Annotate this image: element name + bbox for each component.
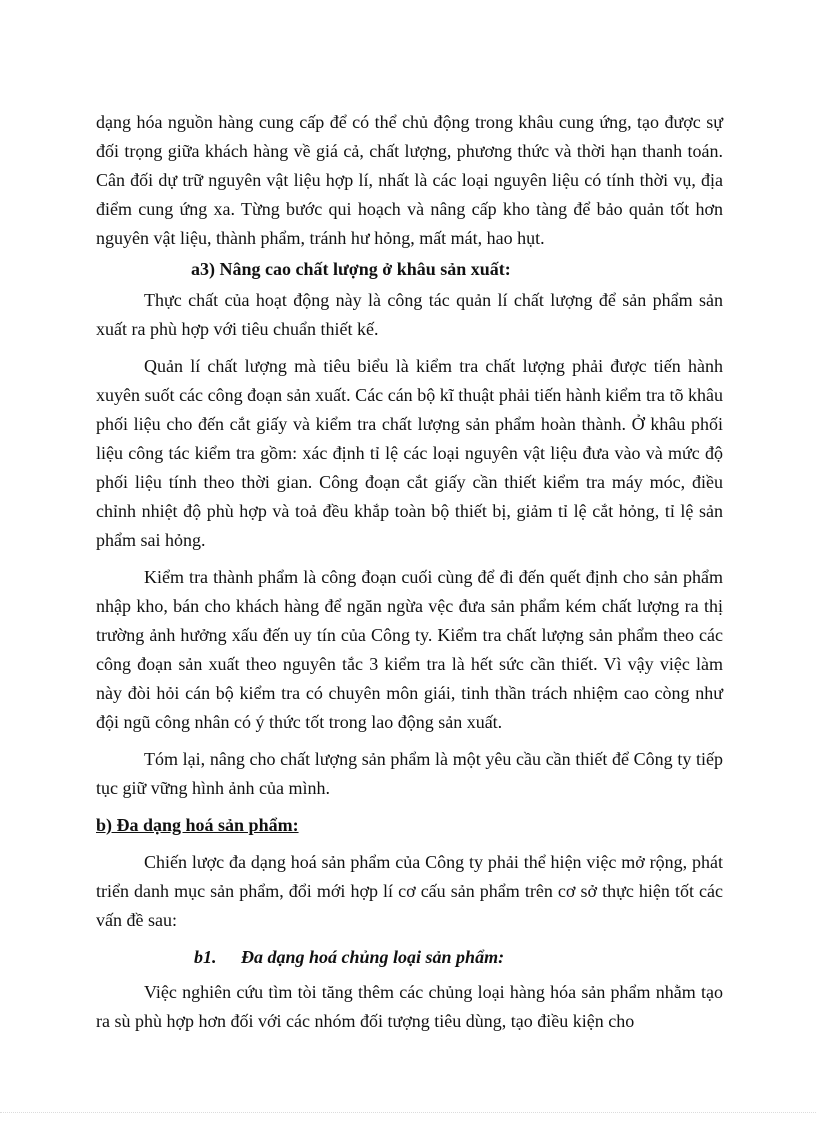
page-bottom-divider bbox=[0, 1112, 816, 1113]
paragraph-product-inspection: Kiểm tra thành phẩm là công đoạn cuối cùng để đi đến quết định cho sản phẩm nhập kho, bán cho khách hàng để ngăn ngừa vệc đưa sản phẩm kém chất lượng ra thị trường ảnh hưởng xấu đến uy tín của Công ty. Kiểm tra chất lượng sản phẩm theo các công đoạn sản xuất theo nguyên tắc 3 kiểm tra là hết sức cần thiết. Vì vậy việc làm này đòi hỏi cán bộ kiểm tra có chuyên môn giái, tinh thần trách nhiệm cao còng như đội ngũ công nhân có ý thức tốt trong lao động sản xuất. bbox=[96, 567, 723, 732]
paragraph-summary: Tóm lại, nâng cho chất lượng sản phẩm là một yêu cầu cần thiết để Công ty tiếp tục giữ vững hình ảnh của mình. bbox=[96, 749, 723, 798]
document-page bbox=[96, 108, 723, 1036]
section-heading-b1 bbox=[194, 943, 723, 972]
section-heading-a3: a3) Nâng cao chất lượng ở khâu sản xuất: bbox=[191, 259, 511, 279]
heading-b1-number: b1. bbox=[194, 947, 217, 967]
paragraph-quality-management: Quản lí chất lượng mà tiêu biểu là kiểm tra chất lượng phải được tiến hành xuyên suốt các công đoạn sản xuất. Các cán bộ kĩ thuật phải tiến hành kiểm tra tõ khâu phối liệu cho đến cắt giấy và kiểm tra chất lượng sản phẩm hoàn thành. Ở khâu phối liệu công tác kiểm tra gồm: xác định tỉ lệ các loại nguyên vật liệu đưa vào và mức độ phối liệu tính theo thời gian. Công đoạn cắt giấy cần thiết kiểm tra máy móc, điều chỉnh nhiệt độ phù hợp và toả đều khắp toàn bộ thiết bị, giảm tỉ lệ cắt hỏng, tỉ lệ sản phẩm sai hỏng. bbox=[96, 356, 723, 550]
paragraph-product-research: Việc nghiên cứu tìm tòi tăng thêm các chủng loại hàng hóa sản phẩm nhằm tạo ra sù phù hợp hơn đối với các nhóm đối tượng tiêu dùng, tạo điều kiện cho bbox=[96, 982, 723, 1031]
heading-b1-title: Đa dạng hoá chủng loại sản phẩm: bbox=[241, 947, 505, 967]
paragraph-quality-essence: Thực chất của hoạt động này là công tác quản lí chất lượng để sản phẩm sản xuất ra phù hợp với tiêu chuẩn thiết kế. bbox=[96, 290, 723, 339]
section-heading-b: b) Đa dạng hoá sản phẩm: bbox=[96, 815, 299, 835]
paragraph-continuation: dạng hóa nguồn hàng cung cấp để có thể chủ động trong khâu cung ứng, tạo được sự đối trọng giữa khách hàng về giá cả, chất lượng, phương thức và thời hạn thanh toán. Cân đối dự trữ nguyên vật liệu hợp lí, nhất là các loại nguyên liệu có tính thời vụ, địa điểm cung ứng xa. Từng bước qui hoạch và nâng cấp kho tàng để bảo quản tốt hơn nguyên vật liệu, thành phẩm, tránh hư hỏng, mất mát, hao hụt. bbox=[96, 112, 723, 248]
paragraph-diversification-strategy: Chiến lược đa dạng hoá sản phẩm của Công ty phải thể hiện việc mở rộng, phát triển danh mục sản phẩm, đổi mới hợp lí cơ cấu sản phẩm trên cơ sở thực hiện tốt các vấn đề sau: bbox=[96, 852, 723, 930]
